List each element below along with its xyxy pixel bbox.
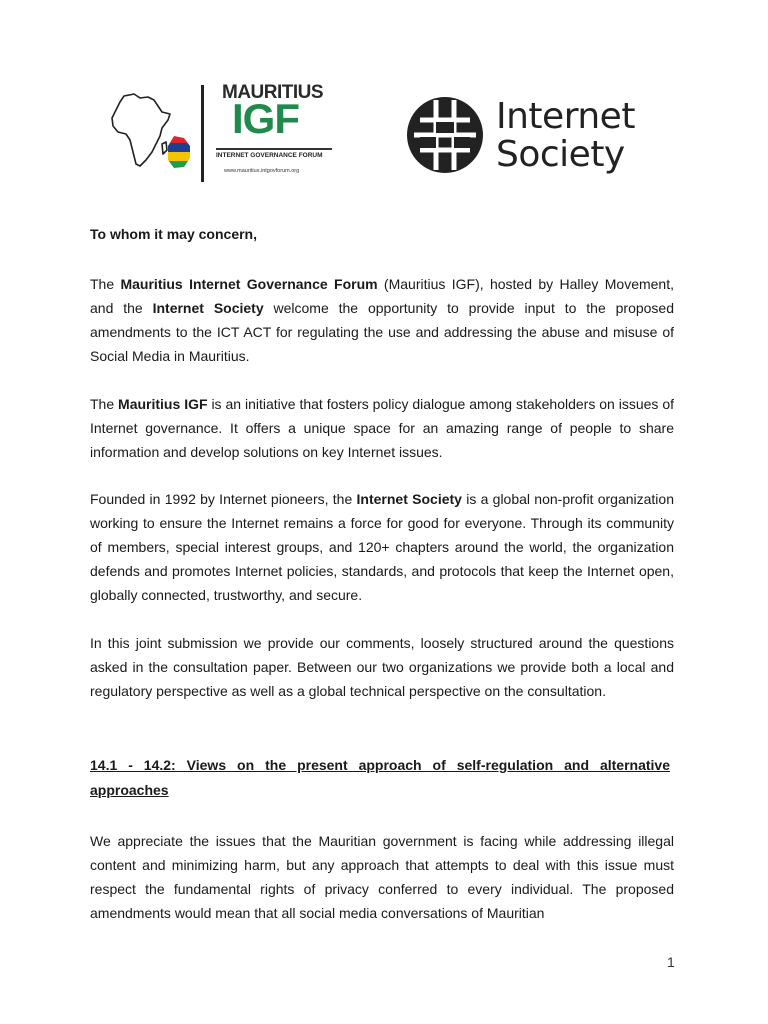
mauritius-flag-island-icon — [166, 134, 192, 170]
internet-society-globe-icon — [406, 96, 484, 174]
salutation: To whom it may concern, — [90, 226, 257, 242]
igf-url: www.mauritius.intgovforum.org — [224, 168, 300, 174]
igf-wordmark — [216, 82, 340, 182]
paragraph-intro: The Mauritius Internet Governance Forum (Mauritius IGF), hosted by Halley Movement, and the Internet Society welcome the opportunity to provide input to the proposed amendments to the ICT ACT for regulating the use and addressing the abuse and misuse of Social Media in Mauritius. — [90, 276, 675, 364]
logo-divider — [201, 85, 204, 182]
africa-map-icon — [110, 92, 172, 170]
mauritius-igf-logo — [110, 82, 340, 182]
paragraph-internet-society: Founded in 1992 by Internet pioneers, the Internet Society is a global non-profit organization working to ensure the Internet remains a force for good for everyone. Through its community of members, special interest groups, and 120+ chapters around the world, the organization defends and promotes Internet policies, standards, and protocols that keep the Internet open, globally connected, trustworthy, and secure. — [90, 491, 674, 603]
igf-top-text: MAURITIUS — [222, 82, 324, 103]
page-number: 1 — [667, 954, 675, 970]
igf-main-text: IGF — [232, 95, 299, 142]
igf-subtitle: INTERNET GOVERNANCE FORUM — [216, 152, 323, 159]
section-heading: 14.1 - 14.2: Views on the present approach of self-regulation and alternative approaches — [90, 757, 670, 798]
isoc-line2: Society — [496, 134, 625, 175]
paragraph-joint-submission: In this joint submission we provide our comments, loosely structured around the questions asked in the consultation paper. Between our two organizations we provide both a local and regulatory perspective as well as a global technical perspective on the consultation. — [90, 635, 674, 699]
paragraph-mauritius-igf: The Mauritius IGF is an initiative that fosters policy dialogue among stakeholders on issues of Internet governance. It offers a unique space for an amazing range of people to share information and develop solutions on key Internet issues. — [90, 396, 675, 460]
internet-society-wordmark — [496, 98, 635, 174]
internet-society-logo — [406, 96, 656, 180]
paragraph-views: We appreciate the issues that the Mauritian government is facing while addressing illegal content and minimizing harm, but any approach that attempts to deal with this issue must respect the fundamental rights of privacy conferred to every individual. The proposed amendments would mean that all social media conversations of Mauritian — [90, 833, 674, 921]
isoc-line1: Internet — [496, 96, 635, 137]
igf-underline — [216, 148, 332, 150]
